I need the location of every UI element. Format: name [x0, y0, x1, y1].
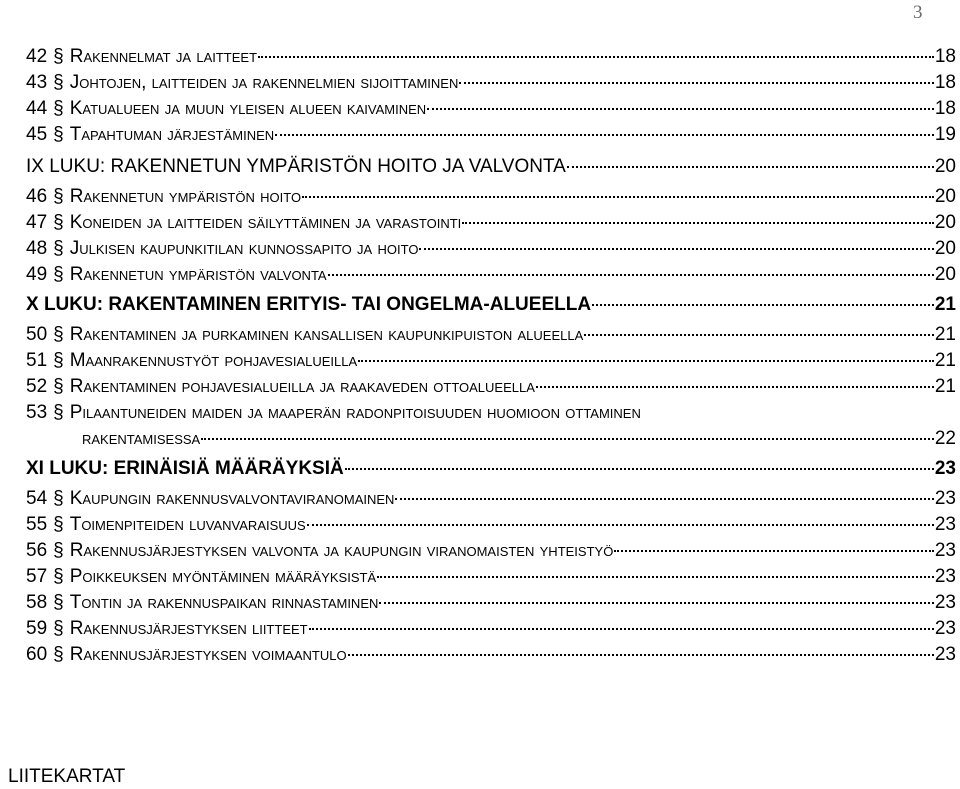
toc-page-number: 20	[934, 238, 956, 259]
toc-page-number: 23	[934, 458, 956, 479]
toc-page-number: 23	[934, 566, 956, 587]
toc-section-entry[interactable]	[26, 348, 956, 374]
toc-section-entry[interactable]	[26, 262, 956, 288]
toc-section-entry[interactable]	[26, 538, 956, 564]
toc-section-title: Rakennelmat ja laitteet	[69, 46, 258, 67]
toc-section-title: Julkisen kaupunkitilan kunnossapito ja hoito	[69, 238, 419, 259]
toc-section-entry[interactable]	[26, 616, 956, 642]
section-sign: §	[53, 212, 64, 233]
toc-section-number: 56	[26, 540, 48, 561]
toc-section-number: 42	[26, 46, 48, 67]
toc-page-number: 23	[934, 618, 956, 639]
toc-section-entry[interactable]	[26, 642, 956, 668]
section-sign: §	[53, 186, 64, 207]
section-sign: §	[53, 644, 64, 665]
toc-section-number: 50	[26, 324, 48, 345]
page-number: 3	[913, 2, 923, 23]
toc-section-entry[interactable]	[26, 96, 956, 122]
toc-leader-dots	[328, 273, 934, 276]
toc-section-title: Rakennusjärjestyksen voimaantulo	[69, 644, 347, 665]
toc-section-number: 57	[26, 566, 48, 587]
toc-chapter-title: X LUKU: RAKENTAMINEN ERITYIS- TAI ONGELMA-ALUEELLA	[26, 294, 592, 315]
toc-section-number: 52	[26, 376, 48, 397]
toc-section-entry[interactable]	[26, 564, 956, 590]
toc-leader-dots	[201, 437, 934, 440]
section-sign: §	[53, 124, 64, 145]
toc-page-number: 21	[934, 324, 956, 345]
toc-section-title: Tapahtuman järjestäminen	[69, 124, 275, 145]
toc-section-number: 48	[26, 238, 48, 259]
toc-section-entry[interactable]	[26, 122, 956, 148]
section-sign: §	[53, 324, 64, 345]
toc-section-title: Rakennusjärjestyksen valvonta ja kaupungin viranomaisten yhteistyö	[69, 540, 614, 561]
toc-section-number: 47	[26, 212, 48, 233]
toc-page-number: 23	[934, 644, 956, 665]
toc-section-title-continuation: rakentamisessa	[82, 428, 201, 449]
toc-section-entry[interactable]	[26, 210, 956, 236]
section-sign: §	[53, 376, 64, 397]
toc-section-title: Rakennusjärjestyksen liitteet	[69, 618, 308, 639]
toc-section-entry[interactable]	[26, 590, 956, 616]
toc-page-number: 23	[934, 592, 956, 613]
toc-section-entry[interactable]	[26, 512, 956, 538]
toc-leader-dots	[459, 81, 934, 84]
toc-section-number: 54	[26, 488, 48, 509]
toc-page-number: 21	[934, 350, 956, 371]
toc-section-number: 49	[26, 264, 48, 285]
toc-page-number: 18	[934, 72, 956, 93]
toc-page-number: 20	[934, 264, 956, 285]
section-sign: §	[53, 618, 64, 639]
toc-leader-dots	[348, 653, 934, 656]
toc-page-number: 22	[934, 428, 956, 449]
appendix-heading: LIITEKARTAT	[8, 766, 126, 787]
toc-section-number: 44	[26, 98, 48, 119]
section-sign: §	[53, 540, 64, 561]
toc-leader-dots	[258, 55, 934, 58]
toc-chapter-entry[interactable]	[26, 290, 956, 320]
toc-leader-dots	[358, 359, 934, 362]
toc-page-number: 20	[934, 186, 956, 207]
toc-chapter-entry[interactable]	[26, 454, 956, 484]
toc-section-entry-continuation[interactable]	[26, 426, 956, 452]
toc-leader-dots	[567, 165, 934, 168]
toc-section-number: 46	[26, 186, 48, 207]
toc-leader-dots	[427, 107, 934, 110]
section-sign: §	[53, 514, 64, 535]
section-sign: §	[53, 46, 64, 67]
toc-section-title: Rakennetun ympäristön valvonta	[69, 264, 327, 285]
toc-page-number: 20	[934, 212, 956, 233]
toc-page-number: 23	[934, 488, 956, 509]
table-of-contents	[26, 44, 956, 668]
toc-section-title: Tontin ja rakennuspaikan rinnastaminen	[69, 592, 379, 613]
toc-section-title: Rakennetun ympäristön hoito	[69, 186, 302, 207]
toc-chapter-title: XI LUKU: ERINÄISIÄ MÄÄRÄYKSIÄ	[26, 458, 344, 479]
toc-leader-dots	[592, 303, 934, 306]
section-sign: §	[53, 488, 64, 509]
toc-section-number: 53	[26, 402, 48, 423]
toc-section-entry[interactable]	[26, 486, 956, 512]
toc-section-number: 55	[26, 514, 48, 535]
toc-section-title: Johtojen, laitteiden ja rakennelmien sijoittaminen	[69, 72, 459, 93]
section-sign: §	[53, 98, 64, 119]
toc-page-number: 23	[934, 514, 956, 535]
toc-section-number: 43	[26, 72, 48, 93]
toc-page-number: 21	[934, 376, 956, 397]
section-sign: §	[53, 566, 64, 587]
toc-page-number: 21	[934, 294, 956, 315]
toc-section-entry[interactable]	[26, 374, 956, 400]
toc-leader-dots	[395, 497, 933, 500]
section-sign: §	[53, 592, 64, 613]
toc-leader-dots	[536, 385, 934, 388]
section-sign: §	[53, 402, 64, 423]
toc-section-number: 58	[26, 592, 48, 613]
toc-leader-dots	[345, 467, 934, 470]
toc-section-title: Koneiden ja laitteiden säilyttäminen ja varastointi	[69, 212, 462, 233]
toc-leader-dots	[275, 133, 934, 136]
toc-chapter-entry[interactable]	[26, 152, 956, 182]
toc-leader-dots	[584, 333, 934, 336]
toc-leader-dots	[309, 627, 934, 630]
toc-section-entry[interactable]	[26, 236, 956, 262]
toc-leader-dots	[302, 195, 934, 198]
toc-section-entry[interactable]	[26, 184, 956, 210]
toc-section-entry[interactable]	[26, 44, 956, 70]
toc-page-number: 18	[934, 46, 956, 67]
section-sign: §	[53, 238, 64, 259]
toc-section-title: Katualueen ja muun yleisen alueen kaivaminen	[69, 98, 427, 119]
section-sign: §	[53, 264, 64, 285]
toc-leader-dots	[462, 221, 934, 224]
toc-section-number: 60	[26, 644, 48, 665]
toc-section-title: Toimenpiteiden luvanvaraisuus	[69, 514, 306, 535]
section-sign: §	[53, 72, 64, 93]
toc-leader-dots	[419, 247, 933, 250]
toc-section-title: Poikkeuksen myöntäminen määräyksistä	[69, 566, 377, 587]
toc-leader-dots	[379, 601, 933, 604]
toc-page-number: 19	[934, 124, 956, 145]
toc-section-entry[interactable]	[26, 322, 956, 348]
toc-section-number: 51	[26, 350, 48, 371]
toc-section-entry[interactable]	[26, 400, 956, 426]
toc-section-title: Kaupungin rakennusvalvontaviranomainen	[69, 488, 395, 509]
toc-section-title: Maanrakennustyöt pohjavesialueilla	[69, 350, 358, 371]
toc-chapter-title: IX LUKU: RAKENNETUN YMPÄRISTÖN HOITO JA VALVONTA	[26, 156, 566, 177]
toc-section-title: Rakentaminen ja purkaminen kansallisen kaupunkipuiston alueella	[69, 324, 584, 345]
toc-section-number: 59	[26, 618, 48, 639]
toc-section-title: Pilaantuneiden maiden ja maaperän radonpitoisuuden huomioon ottaminen	[69, 402, 641, 423]
section-sign: §	[53, 350, 64, 371]
toc-leader-dots	[614, 549, 934, 552]
toc-leader-dots	[377, 575, 934, 578]
toc-section-entry[interactable]	[26, 70, 956, 96]
toc-page-number: 23	[934, 540, 956, 561]
toc-page-number: 18	[934, 98, 956, 119]
toc-section-number: 45	[26, 124, 48, 145]
toc-leader-dots	[307, 523, 934, 526]
toc-page-number: 20	[934, 156, 956, 177]
toc-section-title: Rakentaminen pohjavesialueilla ja raakaveden ottoalueella	[69, 376, 535, 397]
